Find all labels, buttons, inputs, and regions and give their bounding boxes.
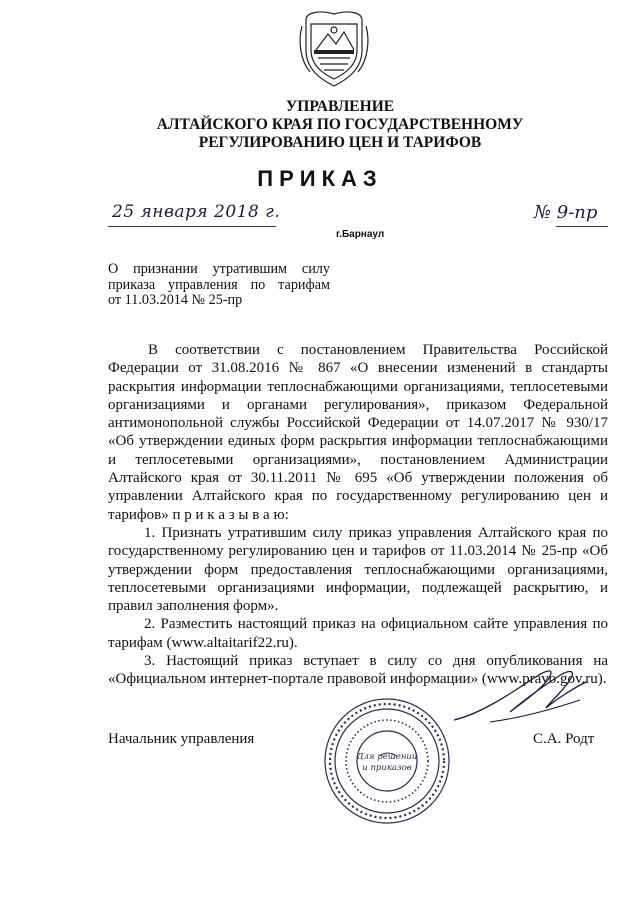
organization-name bbox=[120, 98, 560, 152]
org-line: АЛТАЙСКОГО КРАЯ ПО ГОСУДАРСТВЕННОМУ bbox=[156, 116, 524, 133]
svg-text:Для решений: Для решений bbox=[356, 752, 418, 762]
official-stamp-icon bbox=[322, 696, 452, 826]
handwritten-signature-icon bbox=[450, 660, 590, 730]
org-line: РЕГУЛИРОВАНИЮ ЦЕН И ТАРИФОВ bbox=[198, 134, 482, 151]
signatory-name: С.А. Родт bbox=[533, 731, 595, 747]
subject-line: от 11.03.2014 № 25-пр bbox=[108, 292, 243, 308]
number-underline bbox=[556, 226, 608, 227]
order-item-3: 3. Настоящий приказ вступает в силу со дня опубликования на «Официальном интернет-портале правовой информации» (www.pravo.gov.ru). bbox=[108, 653, 608, 688]
subject-line: О признании утратившим силу bbox=[108, 261, 330, 277]
city-label: г.Барнаул bbox=[336, 229, 385, 240]
document-body bbox=[108, 341, 608, 689]
handwritten-number: № 9-пр bbox=[534, 202, 598, 223]
emblem-icon bbox=[296, 6, 372, 88]
org-line: УПРАВЛЕНИЕ bbox=[285, 98, 395, 115]
svg-text:и приказов: и приказов bbox=[362, 763, 412, 773]
signatory-position: Начальник управления bbox=[108, 731, 255, 747]
order-item-2: 2. Разместить настоящий приказ на официальном сайте управления по тарифам (www.altaitarif22.ru). bbox=[108, 616, 608, 651]
body-paragraph: В соответствии с постановлением Правительства Российской Федерации от 31.08.2016 № 867 «О внесении изменений в стандарты раскрытия информации теплоснабжающими организациями, теплосетевыми организациями и органами регулирования», приказом Федеральной антимонопольной службы Российской Федерации от 14.07.2017 № 930/17 «Об утверждении единых форм раскрытия информации теплоснабжающими и теплосетевыми организациями», постановлением Администрации Алтайского края от 30.11.2011 № 695 «Об утверждении положения об управлении Алтайского края по государственному регулированию цен и тарифов» п р и к а з ы в а ю: bbox=[108, 342, 608, 523]
document-subject bbox=[108, 262, 330, 309]
subject-line: приказа управления по тарифам bbox=[108, 276, 330, 293]
order-item-1: 1. Признать утратившим силу приказ управления Алтайского края по государственному регулированию цен и тарифов от 11.03.2014 № 25-пр «Об утверждении форм предоставления теплоснабжающими организациями, теплосетевыми организациями информации, подлежащей раскрытию, и правил заполнения форм». bbox=[108, 524, 608, 615]
date-underline bbox=[108, 226, 276, 227]
document-title: ПРИКАЗ bbox=[257, 166, 383, 191]
handwritten-date: 25 января 2018 г. bbox=[112, 202, 281, 222]
